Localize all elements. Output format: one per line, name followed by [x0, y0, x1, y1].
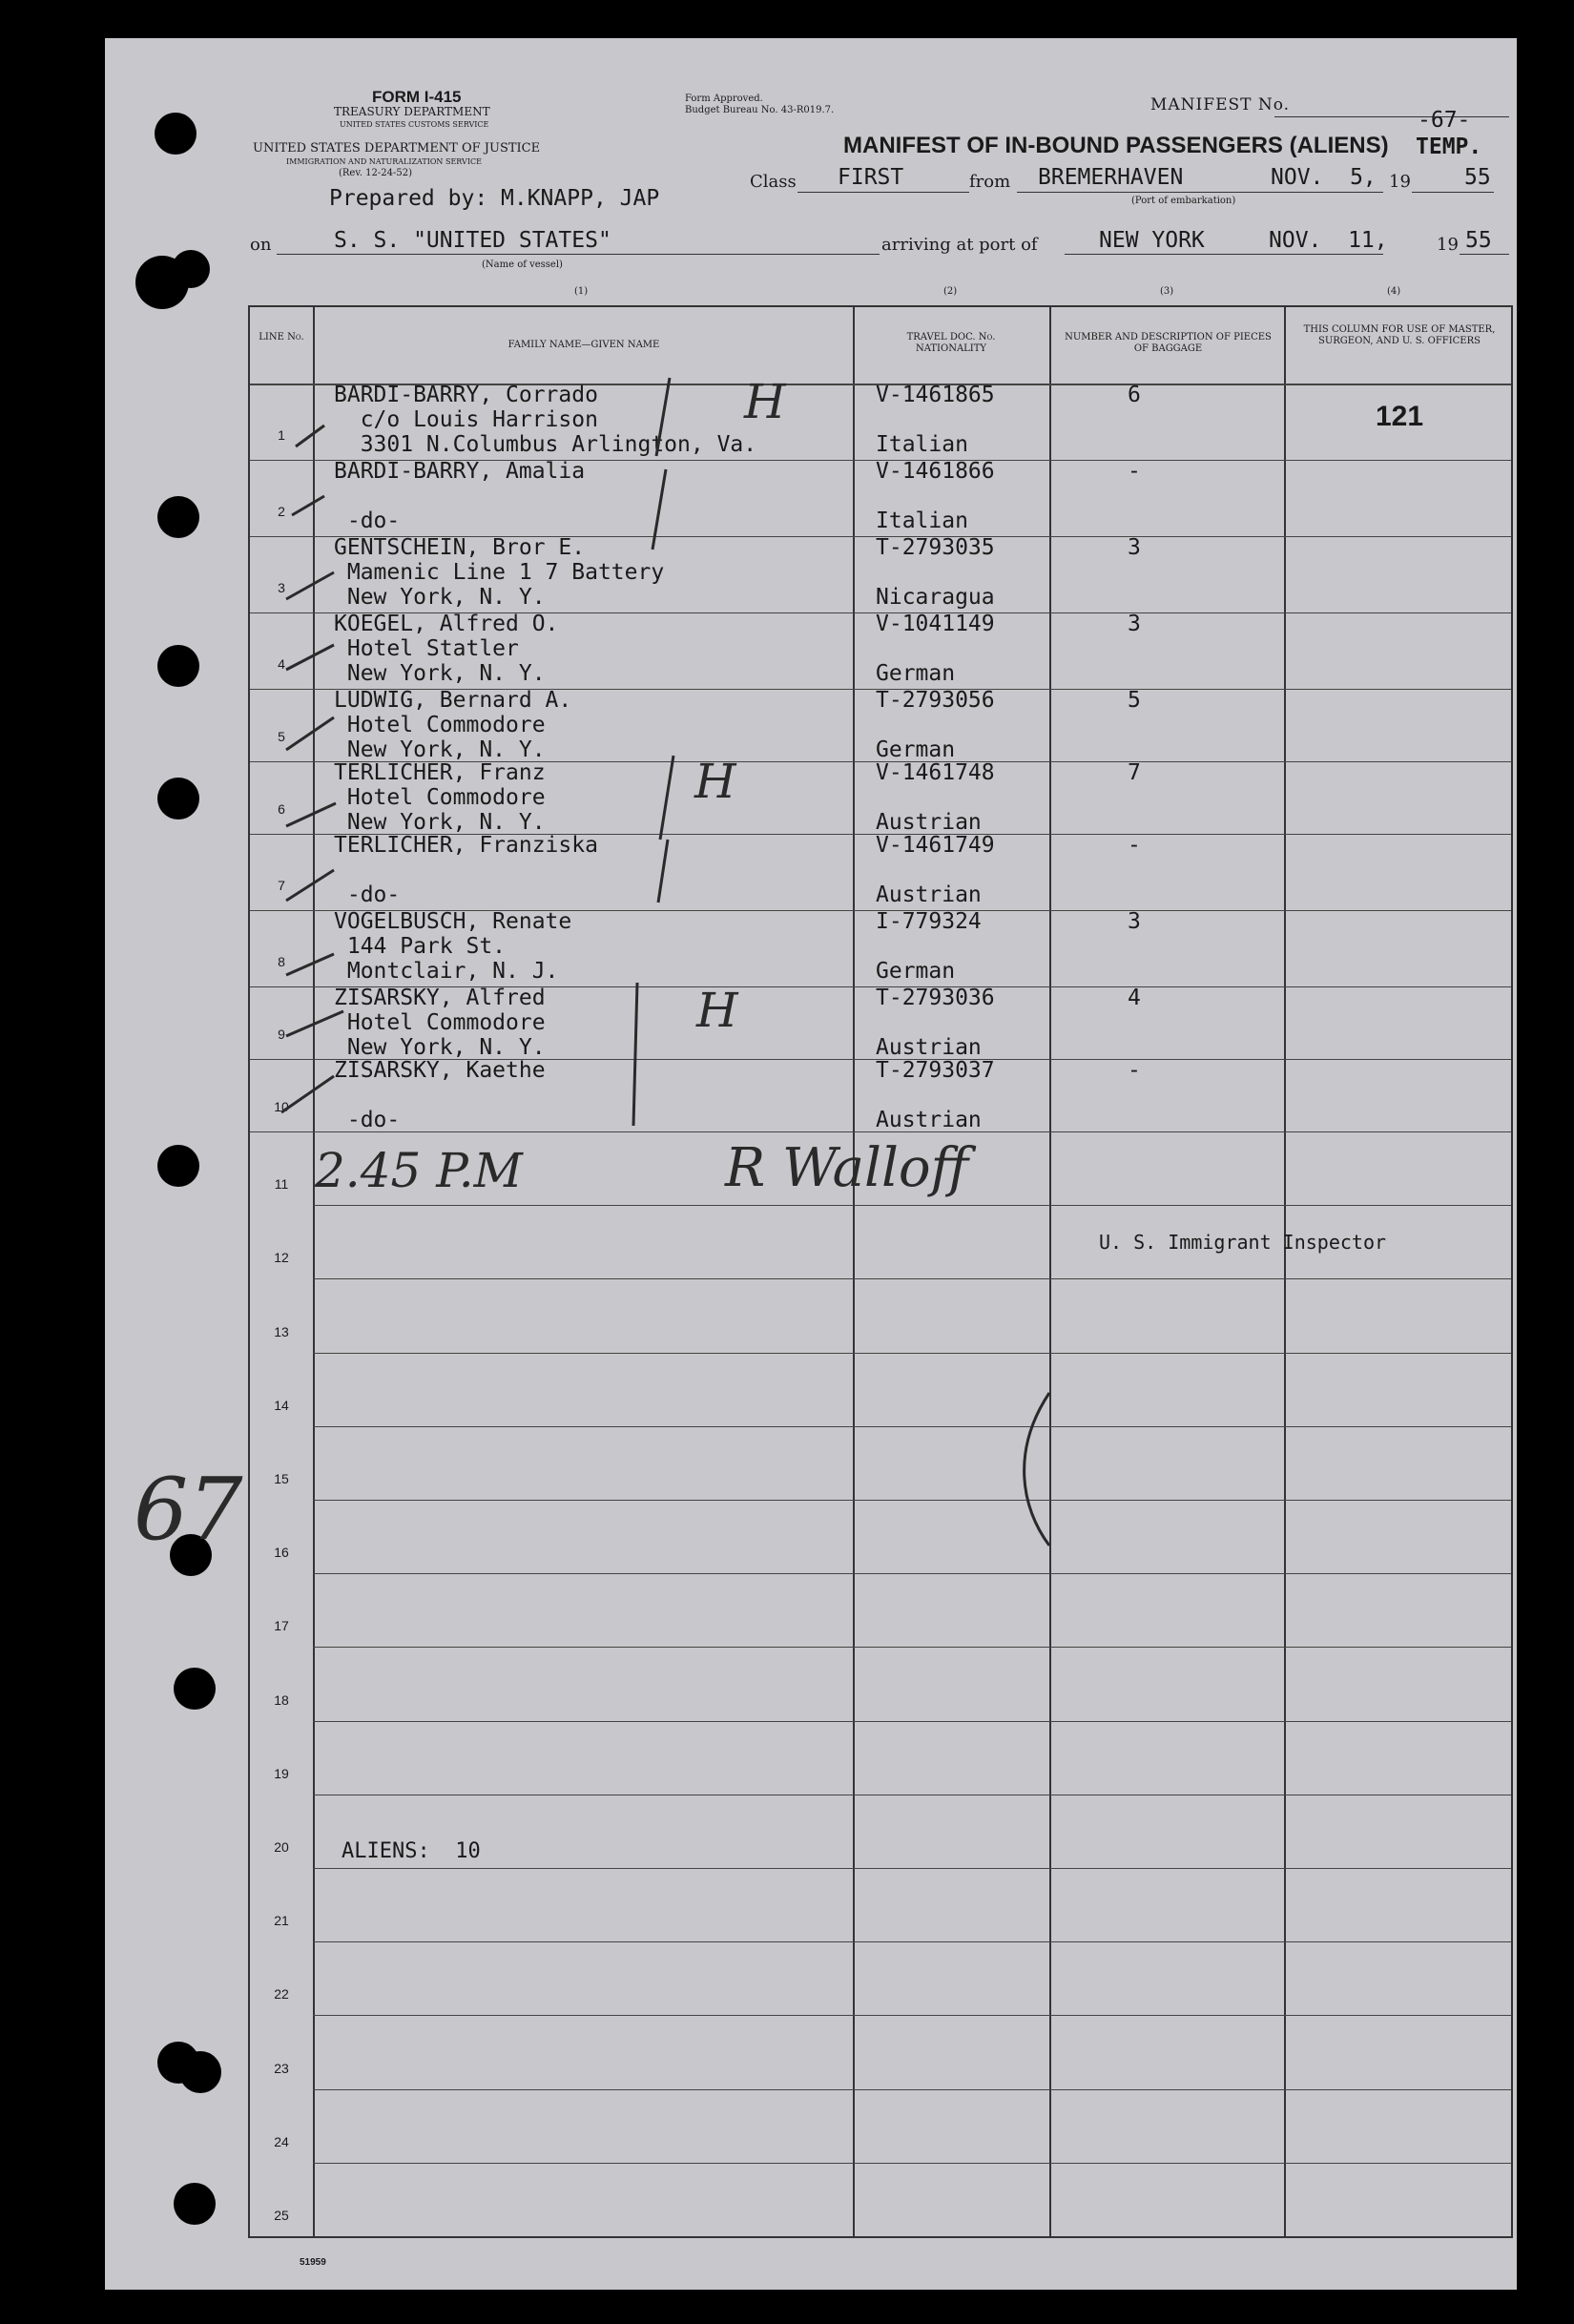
address-line: New York, N. Y.: [334, 661, 546, 686]
margin-number: 67: [134, 1460, 243, 1560]
col-header-line: LINE No.: [259, 332, 304, 342]
table-row: [250, 384, 1511, 460]
address-line: -do-: [334, 1108, 401, 1132]
table-row: [250, 1647, 1511, 1720]
embark-year-prefix: 19: [1389, 172, 1411, 192]
nationality: German: [876, 959, 956, 984]
table-row: [250, 1278, 1511, 1352]
aliens-total: ALIENS: 10: [342, 1839, 481, 1863]
table-row: [250, 612, 1511, 689]
table-row: [250, 1941, 1511, 2015]
address-line: Hotel Commodore: [334, 713, 546, 737]
punch-hole: [155, 113, 197, 155]
address-line: New York, N. Y.: [334, 1035, 546, 1060]
table-row: [250, 1868, 1511, 1941]
col-header-baggage: NUMBER AND DESCRIPTION OF PIECES OF BAGGAGE: [1065, 332, 1272, 354]
punch-hole: [157, 645, 199, 687]
line-number: 13: [274, 1323, 289, 1339]
col-number-1: (1): [574, 286, 589, 297]
line-number: 25: [274, 2207, 289, 2223]
arriving-label: arriving at port of: [881, 235, 1038, 255]
address-line: New York, N. Y.: [334, 810, 546, 835]
table-row: [250, 460, 1511, 536]
address-line: -do-: [334, 508, 401, 533]
nationality: German: [876, 661, 956, 686]
table-row: [250, 2089, 1511, 2163]
baggage-count: 3: [1128, 535, 1141, 560]
punch-hole: [174, 1668, 216, 1710]
passenger-name: BARDI-BARRY, Amalia: [334, 459, 586, 484]
address-line: New York, N. Y.: [334, 585, 546, 610]
line-number: 22: [274, 1986, 289, 2002]
nationality: Italian: [876, 432, 968, 457]
passenger-name: BARDI-BARRY, Corrado: [334, 383, 598, 407]
address-line: Hotel Statler: [334, 636, 519, 661]
table-row: [250, 1573, 1511, 1647]
passenger-name: VOGELBUSCH, Renate: [334, 909, 572, 934]
prepared-by: Prepared by: M.KNAPP, JAP: [329, 186, 660, 211]
baggage-count: -: [1128, 833, 1141, 858]
nationality: Austrian: [876, 1035, 982, 1060]
nationality: Austrian: [876, 1108, 982, 1132]
table-row: [250, 834, 1511, 910]
baggage-count: -: [1128, 1058, 1141, 1083]
table-row: [250, 2015, 1511, 2088]
travel-doc-no: V-1461866: [876, 459, 995, 484]
address-line: Montclair, N. J.: [334, 959, 559, 984]
customs-service: UNITED STATES CUSTOMS SERVICE: [340, 120, 489, 129]
address-line: Hotel Commodore: [334, 1010, 546, 1035]
treasury-dept: TREASURY DEPARTMENT: [334, 105, 490, 118]
nationality: Italian: [876, 508, 968, 533]
from-label: from: [969, 172, 1011, 192]
justice-dept: UNITED STATES DEPARTMENT OF JUSTICE: [253, 141, 541, 156]
passenger-name: ZISARSKY, Alfred: [334, 986, 546, 1010]
nationality: Nicaragua: [876, 585, 995, 610]
footer-code: 51959: [300, 2257, 326, 2268]
manifest-no: -67-: [1418, 108, 1471, 133]
line-number: 1: [278, 427, 285, 443]
passenger-name: ZISARSKY, Kaethe: [334, 1058, 546, 1083]
line-number: 19: [274, 1765, 289, 1781]
line-number: 12: [274, 1250, 289, 1266]
table-row: [250, 1426, 1511, 1500]
baggage-count: 4: [1128, 986, 1141, 1010]
line-number: 5: [278, 729, 285, 744]
line-number: 21: [274, 1913, 289, 1929]
travel-doc-no: T-2793036: [876, 986, 995, 1010]
nationality: German: [876, 737, 956, 762]
baggage-count: -: [1128, 459, 1141, 484]
manifest-no-label: MANIFEST No.: [1150, 95, 1291, 114]
arrival-date: NOV. 11,: [1269, 228, 1388, 253]
table-row: [250, 761, 1511, 834]
line-number: 18: [274, 1691, 289, 1708]
table-row: [250, 986, 1511, 1059]
table-row: [250, 910, 1511, 986]
passenger-name: TERLICHER, Franziska: [334, 833, 598, 858]
table-row: [250, 1059, 1511, 1131]
line-number: 14: [274, 1397, 289, 1413]
manifest-table: [248, 305, 1513, 2238]
arrival-year-prefix: 19: [1437, 235, 1459, 255]
embark-port: BREMERHAVEN: [1038, 165, 1184, 190]
class-value: FIRST: [838, 165, 904, 190]
line-number: 24: [274, 2133, 289, 2149]
line-number: 4: [278, 656, 285, 672]
handwritten-h-mark: H: [694, 754, 736, 809]
address-line: 3301 N.Columbus Arlington, Va.: [334, 432, 757, 457]
table-row: [250, 689, 1511, 761]
handwritten-h-mark: H: [696, 983, 738, 1038]
col-number-4: (4): [1387, 286, 1401, 297]
baggage-count: 3: [1128, 909, 1141, 934]
table-row: [250, 1500, 1511, 1573]
table-row: [250, 1353, 1511, 1426]
address-line: -do-: [334, 882, 401, 907]
line-number: 9: [278, 1027, 285, 1042]
inspector-signature: R Walloff: [725, 1137, 969, 1199]
manifest-title: MANIFEST OF IN-BOUND PASSENGERS (ALIENS): [843, 133, 1389, 158]
line-number: 2: [278, 504, 285, 519]
vessel-name: S. S. "UNITED STATES": [334, 228, 611, 253]
line-number: 10: [274, 1099, 289, 1114]
baggage-count: 5: [1128, 688, 1141, 713]
punch-hole: [157, 496, 199, 538]
officer-note: 121: [1376, 401, 1424, 432]
passenger-name: LUDWIG, Bernard A.: [334, 688, 572, 713]
revision: (Rev. 12-24-52): [339, 168, 413, 178]
col-header-name: FAMILY NAME—GIVEN NAME: [507, 340, 660, 350]
travel-doc-no: V-1461749: [876, 833, 995, 858]
punch-hole: [157, 1145, 199, 1187]
col-number-2: (2): [943, 286, 958, 297]
embark-date: NOV. 5,: [1271, 165, 1377, 190]
travel-doc-no: V-1461748: [876, 760, 995, 785]
address-line: 144 Park St.: [334, 934, 507, 959]
passenger-name: TERLICHER, Franz: [334, 760, 546, 785]
form-number: FORM I-415: [372, 88, 462, 106]
address-line: Hotel Commodore: [334, 785, 546, 810]
inspector-caption: U. S. Immigrant Inspector: [1099, 1231, 1387, 1254]
punch-hole: [174, 2183, 216, 2225]
travel-doc-no: T-2793037: [876, 1058, 995, 1083]
travel-doc-no: T-2793035: [876, 535, 995, 560]
table-row: [250, 2163, 1511, 2236]
line-number: 3: [278, 580, 285, 595]
travel-doc-no: V-1041149: [876, 612, 995, 636]
nationality: Austrian: [876, 810, 982, 835]
line-number: 6: [278, 801, 285, 817]
approval-line-1: Form Approved.: [685, 93, 763, 104]
baggage-count: 6: [1128, 383, 1141, 407]
punch-hole: [157, 778, 199, 820]
address-line: c/o Louis Harrison: [334, 407, 598, 432]
line-number: 7: [278, 878, 285, 893]
line-number: 23: [274, 2060, 289, 2076]
handwritten-time: 2.45 P.M: [315, 1143, 523, 1198]
embark-year: 55: [1464, 165, 1491, 190]
arrival-year: 55: [1465, 228, 1492, 253]
line-number: 11: [274, 1176, 289, 1193]
nationality: Austrian: [876, 882, 982, 907]
passenger-name: KOEGEL, Alfred O.: [334, 612, 559, 636]
ins-service: IMMIGRATION AND NATURALIZATION SERVICE: [286, 157, 482, 166]
table-row: [250, 1721, 1511, 1795]
line-number: 20: [274, 1838, 289, 1855]
table-row: [250, 536, 1511, 612]
col-header-officers: THIS COLUMN FOR USE OF MASTER, SURGEON, AND U. S. OFFICERS: [1303, 324, 1496, 346]
col-number-3: (3): [1160, 286, 1174, 297]
baggage-count: 3: [1128, 612, 1141, 636]
punch-hole: [172, 250, 210, 288]
travel-doc-no: V-1461865: [876, 383, 995, 407]
punch-hole: [179, 2051, 221, 2093]
embark-caption: (Port of embarkation): [1131, 196, 1236, 206]
class-label: Class: [750, 172, 797, 192]
approval-line-2: Budget Bureau No. 43-R019.7.: [685, 105, 835, 115]
vessel-caption: (Name of vessel): [482, 259, 563, 270]
line-number: 15: [274, 1470, 289, 1486]
on-label: on: [250, 235, 272, 255]
baggage-count: 7: [1128, 760, 1141, 785]
manifest-suffix: TEMP.: [1416, 135, 1482, 159]
line-number: 8: [278, 954, 285, 969]
line-number: 17: [274, 1618, 289, 1634]
travel-doc-no: T-2793056: [876, 688, 995, 713]
handwritten-h-mark: H: [744, 374, 786, 429]
address-line: New York, N. Y.: [334, 737, 546, 762]
address-line: Mamenic Line 1 7 Battery: [334, 560, 665, 585]
col-header-travel-doc: TRAVEL DOC. No. NATIONALITY: [906, 332, 996, 354]
passenger-name: GENTSCHEIN, Bror E.: [334, 535, 586, 560]
arrival-port: NEW YORK: [1099, 228, 1205, 253]
line-number: 16: [274, 1545, 289, 1561]
travel-doc-no: I-779324: [876, 909, 982, 934]
